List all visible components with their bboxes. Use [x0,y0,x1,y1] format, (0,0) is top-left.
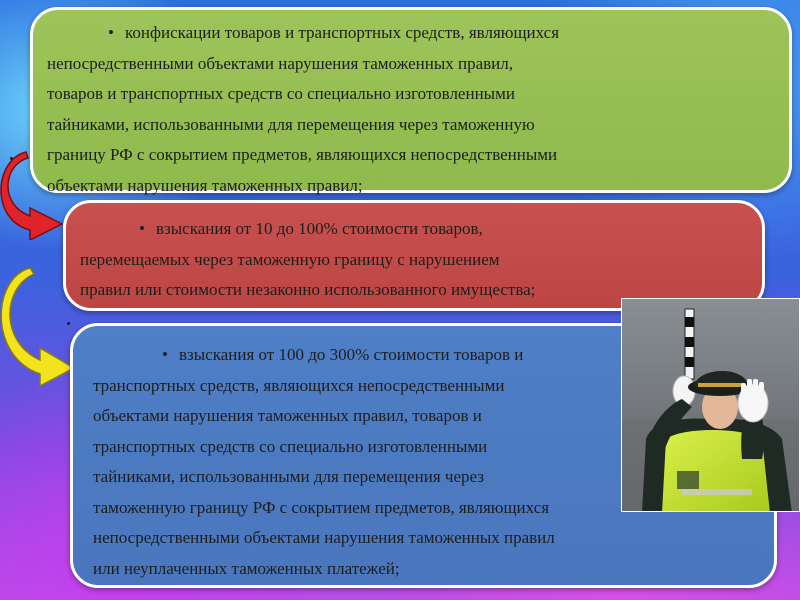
panel-line: или неуплаченных таможенных платежей; [93,558,400,578]
panel-line: таможенную границу РФ с сокрытием предметов, являющихся [93,497,550,517]
panel-line-text: конфискации товаров и транспортных средств, являющихся [125,23,560,42]
panel-line: непосредственными объектами нарушения таможенных правил [93,528,555,547]
bullet-icon: • [162,345,168,364]
panel-line [80,214,748,245]
traffic-officer-illustration [622,299,800,512]
panel-line: транспортных средств, являющихся непосредственными [93,375,505,395]
panel-line: правил или стоимости незаконно использованного имущества; [80,280,536,299]
confiscation-panel [30,7,792,193]
traffic-officer-photo [621,298,800,512]
bullet-icon: • [139,219,145,238]
panel-line-text: взыскания от 100 до 300% стоимости товаров и [179,345,524,364]
panel-line [47,18,775,49]
penalty-10-100-panel [63,200,765,311]
bullet-icon: • [108,23,114,42]
panel-line: тайниками, использованными для перемещения через таможенную [47,114,535,134]
panel-line: непосредственными объектами нарушения таможенных правил, [47,53,514,73]
panel-line: товаров и транспортных средств со специально изготовленными [47,84,515,103]
panel-line: границу РФ с сокрытием предметов, являющихся непосредственными [47,145,558,164]
panel-line: объектами нарушения таможенных правил; [47,175,363,195]
panel-line-text: взыскания от 10 до 100% стоимости товаров, [156,219,483,238]
panel-line: перемещаемых через таможенную границу с нарушением [80,249,500,269]
panel-line: тайниками, использованными для перемещения через [93,467,484,486]
panel-line: объектами нарушения таможенных правил, товаров и [93,406,482,425]
panel-line: транспортных средств со специально изготовленными [93,436,488,456]
